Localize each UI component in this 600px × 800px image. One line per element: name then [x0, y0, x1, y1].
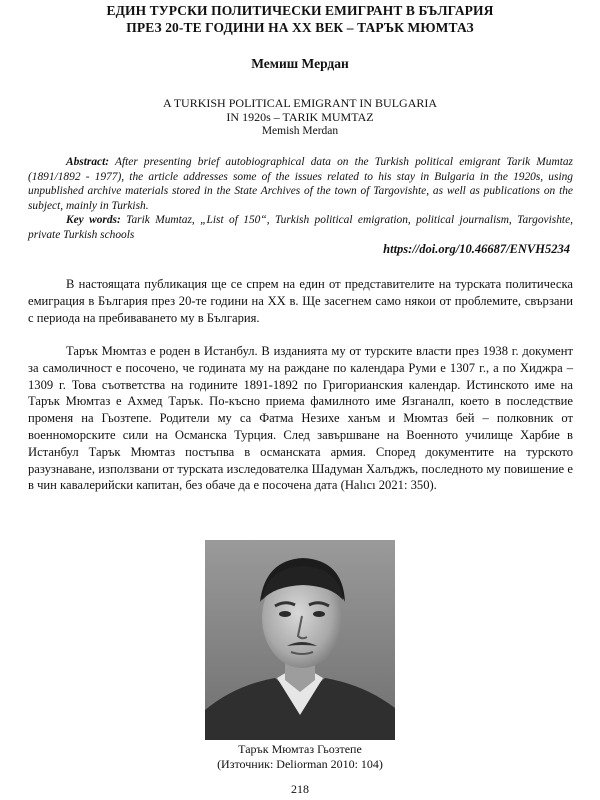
- english-title-line-1: A TURKISH POLITICAL EMIGRANT IN BULGARIA: [162, 96, 438, 110]
- keywords: [28, 213, 573, 242]
- page-number: 218: [291, 782, 309, 796]
- caption-line-2: (Източник: Deliorman 2010: 104): [217, 757, 383, 771]
- keywords-label: Key words:: [66, 214, 121, 226]
- doi-link[interactable]: https://doi.org/10.46687/ENVH5234: [383, 242, 570, 256]
- bulgarian-title-line-2: ПРЕЗ 20-ТЕ ГОДИНИ НА XX ВЕК – ТАРЪК МЮМТАЗ: [126, 20, 474, 35]
- portrait-photo: [205, 540, 395, 740]
- english-title: [30, 96, 570, 124]
- caption-line-1: Тарък Мюмтаз Гьозтепе: [238, 742, 362, 756]
- keywords-text: Tarik Mumtaz, „List of 150“, Turkish political emigration, political journalism, Targovishte, private Turkish schools: [28, 214, 573, 241]
- paragraph-2: Тарък Мюмтаз е роден в Истанбул. В изданията му от турските власти през 1938 г. документ за самоличност е посочено, че годината му на раждане по календара Руми е 1307 г., а по Хиджра – 1309 г. Това съответства на годините 1891-1892 по Григорианския календар. Истинското име на Тарък Мюмтаз е Ахмед Тарък. По-късно приема фамилното име Язганалп, което в последствие променя на Гьозтепе. Родители му са Фатма Незихе ханъм и Мюмтаз бей – полковник от военноморските сили на Османска Турция. След завършване на Военното училище Харбие в Истанбул Тарък Мюмтаз постъпва в османската армия. Според документите на турското разузнаване, използвани от турската изследователка Шадуман Халъджъ, последното му повишение е в чин кавалерийски капитан, без обаче да е посочена дата (Halıcı 2021: 350).: [28, 344, 573, 493]
- bulgarian-title-line-1: ЕДИН ТУРСКИ ПОЛИТИЧЕСКИ ЕМИГРАНТ В БЪЛГАРИЯ: [106, 3, 494, 18]
- paragraph-1: В настоящата публикация ще се спрем на един от представителите на турската политическа емиграция в България през 20-те години на XX в. Ще засегнем само някои от проблемите, свързани с периода на пребиваването му в България.: [28, 277, 573, 325]
- photo-caption: [150, 742, 450, 772]
- abstract-label: Abstract:: [66, 156, 110, 168]
- english-title-line-2: IN 1920s – TARIK MUMTAZ: [226, 110, 374, 124]
- abstract-text: After presenting brief autobiographical data on the Turkish political emigrant Tarik Mumtaz (1891/1892 - 1977), the article addresses some of the issues related to his stay in Bulgaria in the 1920s, using unpublished archive materials stored in the State Archives of the town of Targovishte, as well as publications on the subject, mainly in Turkish.: [28, 156, 573, 212]
- bulgarian-title: [30, 2, 570, 36]
- abstract: [28, 155, 573, 213]
- bulgarian-author: Мемиш Мердан: [251, 56, 349, 71]
- english-author: Memish Merdan: [261, 125, 339, 137]
- portrait-image: [205, 540, 395, 740]
